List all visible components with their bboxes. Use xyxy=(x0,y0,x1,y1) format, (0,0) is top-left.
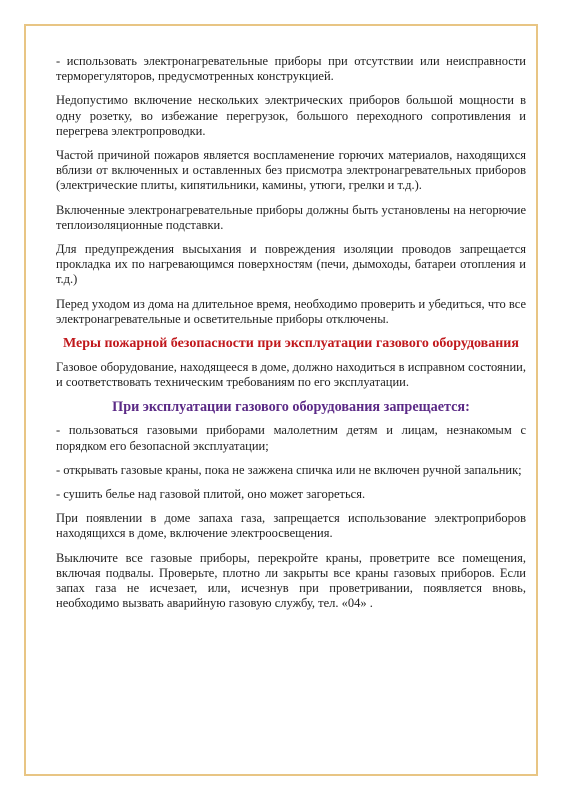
paragraph-emergency-call: Выключите все газовые приборы, перекройте краны, проветрите все помещения, включая подвалы. Проверьте, плотно ли закрыты все краны газовых приборов. Если запах газа не исчезает, или, исчезнув при проветривании, появляется вновь, необходимо вызвать аварийную газовую службу, тел. «04» . xyxy=(56,550,526,611)
heading-forbidden: При эксплуатации газового оборудования запрещается: xyxy=(112,399,470,416)
paragraph-drying-laundry: - сушить белье над газовой плитой, оно может загореться. xyxy=(56,487,366,502)
paragraph-open-taps: - открывать газовые краны, пока не зажжена спичка или не включен ручной запальник; xyxy=(56,462,522,477)
paragraph-gas-intro: Газовое оборудование, находящееся в доме, должно находиться в исправном состоянии, и соответствовать техническим требованиям по его эксплуатации. xyxy=(56,360,526,390)
paragraph-multiple-devices: Недопустимо включение нескольких электрических приборов большой мощности в одну розетку, во избежание перегрузок, большого переходного сопротивления и перегрева электропроводки. xyxy=(56,93,526,138)
paragraph-no-thermostat: - использовать электронагревательные приборы при отсутствии или неисправности терморегуляторов, предусмотренных конструкцией. xyxy=(56,54,526,84)
paragraph-stands: Включенные электронагревательные приборы должны быть установлены на негорючие теплоизоляционные подставки. xyxy=(56,202,526,232)
paragraph-fire-cause: Частой причиной пожаров является воспламенение горючих материалов, находящихся вблизи от включенных и оставленных без присмотра электронагревательных приборов (электрические плиты, кипятильники, камины, утюги, грелки и т.д.). xyxy=(56,148,526,193)
heading-gas-safety: Меры пожарной безопасности при эксплуатации газового оборудования xyxy=(63,336,519,352)
paragraph-before-leaving: Перед уходом из дома на длительное время, необходимо проверить и убедиться, что все электронагревательные и осветительные приборы отключены. xyxy=(56,296,526,326)
document-body xyxy=(56,54,526,611)
paragraph-wire-insulation: Для предупреждения высыхания и повреждения изоляции проводов запрещается прокладка их по нагревающимся поверхностям (печи, дымоходы, батареи отопления и т.д.) xyxy=(56,242,526,287)
paragraph-children: - пользоваться газовыми приборами малолетним детям и лицам, незнакомым с порядком его безопасной эксплуатации; xyxy=(56,423,526,453)
paragraph-gas-smell: При появлении в доме запаха газа, запрещается использование электроприборов находящихся в доме, включение электроосвещения. xyxy=(56,511,526,541)
